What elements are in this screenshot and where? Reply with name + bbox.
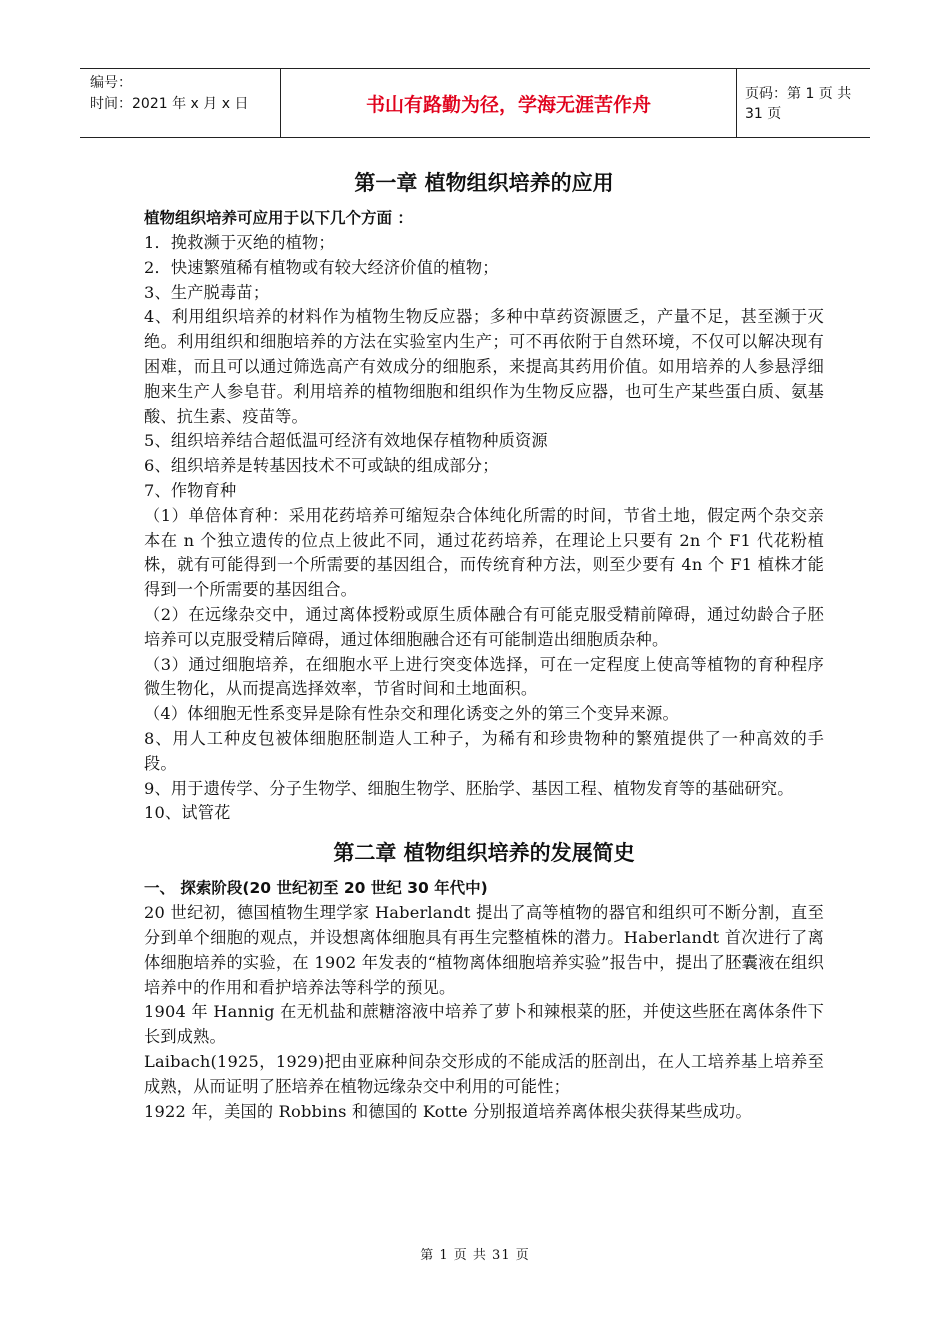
page-header: [80, 68, 870, 138]
chapter-2-title: 第二章 植物组织培养的发展简史: [333, 841, 635, 866]
paragraph: （3）通过细胞培养，在细胞水平上进行突变体选择，可在一定程度上使高等植物的育种程序微生物化，从而提高选择效率，节省时间和土地面积。: [144, 654, 824, 699]
paragraph: 1904 年 Hannig 在无机盐和蔗糖溶液中培养了萝卜和辣根菜的胚，并使这些胚在离体条件下长到成熟。: [144, 1002, 824, 1047]
section-1-title: 一、 探索阶段(20 世纪初至 20 世纪 30 年代中): [144, 879, 488, 898]
document-code-label: 编号：: [90, 75, 132, 91]
paragraph: 4、利用组织培养的材料作为植物生物反应器；多种中草药资源匮乏，产量不足，甚至濒于灭绝。利用组织和细胞培养的方法在实验室内生产；可不再依附于自然环境，不仅可以解决现有困难，而且可以通过筛选高产有效成分的细胞系，来提高其药用价值。如用培养的人参悬浮细胞来生产人参皂苷。利用培养的植物细胞和组织作为生物反应器，也可生产某些蛋白质、氨基酸、抗生素、疫苗等。: [144, 307, 824, 426]
paragraph: 7、作物育种: [144, 480, 237, 500]
paragraph: 20 世纪初，德国植物生理学家 Haberlandt 提出了高等植物的器官和组织可不断分割，直至分到单个细胞的观点，并设想离体细胞具有再生完整植株的潜力。Haberlandt 首次进行了离体细胞培养的实验，在 1902 年发表的“植物离体细胞培养实验”报告中，提出了胚囊液在组织培养中的作用和看护培养法等科学的预见。: [144, 903, 824, 997]
paragraph: Laibach(1925，1929)把由亚麻种间杂交形成的不能成活的胚剖出，在人工培养基上培养至成熟，从而证明了胚培养在植物远缘杂交中利用的可能性；: [144, 1051, 824, 1096]
paragraph: 5、组织培养结合超低温可经济有效地保存植物种质资源: [144, 431, 548, 451]
paragraph: （1）单倍体育种：采用花药培养可缩短杂合体纯化所需的时间，节省土地，假定两个杂交亲本在 n 个独立遗传的位点上彼此不同，通过花药培养，在理论上只要有 2n 个 F1 代花粉植株，就有可能得到一个所需要的基因组合，而传统育种方法，则至少要有 4n 个 F1 植株才能得到一个所需要的基因组合。: [144, 505, 824, 600]
paragraph: 2．快速繁殖稀有植物或有较大经济价值的植物；: [144, 257, 499, 277]
chapter-1-intro: 植物组织培养可应用于以下几个方面 ：: [144, 209, 413, 227]
page-footer: 第 1 页 共 31 页: [420, 1248, 530, 1263]
paragraph: 9、用于遗传学、分子生物学、细胞生物学、胚胎学、基因工程、植物发育等的基础研究。: [144, 778, 794, 798]
document-date: 时间：2021 年 x 月 x 日: [90, 96, 249, 112]
paragraph: （4）体细胞无性系变异是除有性杂交和理化诱变之外的第三个变异来源。: [144, 704, 679, 724]
paragraph: 3、生产脱毒苗；: [144, 282, 270, 302]
paragraph: 6、组织培养是转基因技术不可或缺的组成部分；: [144, 456, 499, 476]
paragraph: （2）在远缘杂交中，通过离体授粉或原生质体融合有可能克服受精前障碍，通过幼龄合子胚培养可以克服受精后障碍，通过体细胞融合还有可能制造出细胞质杂种。: [144, 604, 824, 649]
header-page-info: 页码：第 1 页 共 31 页: [745, 86, 852, 122]
header-meta: [80, 69, 280, 137]
chapter-1-title: 第一章 植物组织培养的应用: [354, 171, 614, 195]
paragraph: 8、用人工种皮包被体细胞胚制造人工种子，为稀有和珍贵物种的繁殖提供了一种高效的手段。: [144, 728, 824, 773]
document-body: [144, 160, 824, 1124]
paragraph: 10、试管花: [144, 803, 231, 823]
header-motto: 书山有路勤为径，学海无涯苦作舟: [280, 69, 737, 137]
paragraph: 1922 年，美国的 Robbins 和德国的 Kotte 分别报道培养离体根尖获得某些成功。: [144, 1101, 752, 1121]
paragraph: 1．挽救濒于灭绝的植物；: [144, 233, 335, 252]
